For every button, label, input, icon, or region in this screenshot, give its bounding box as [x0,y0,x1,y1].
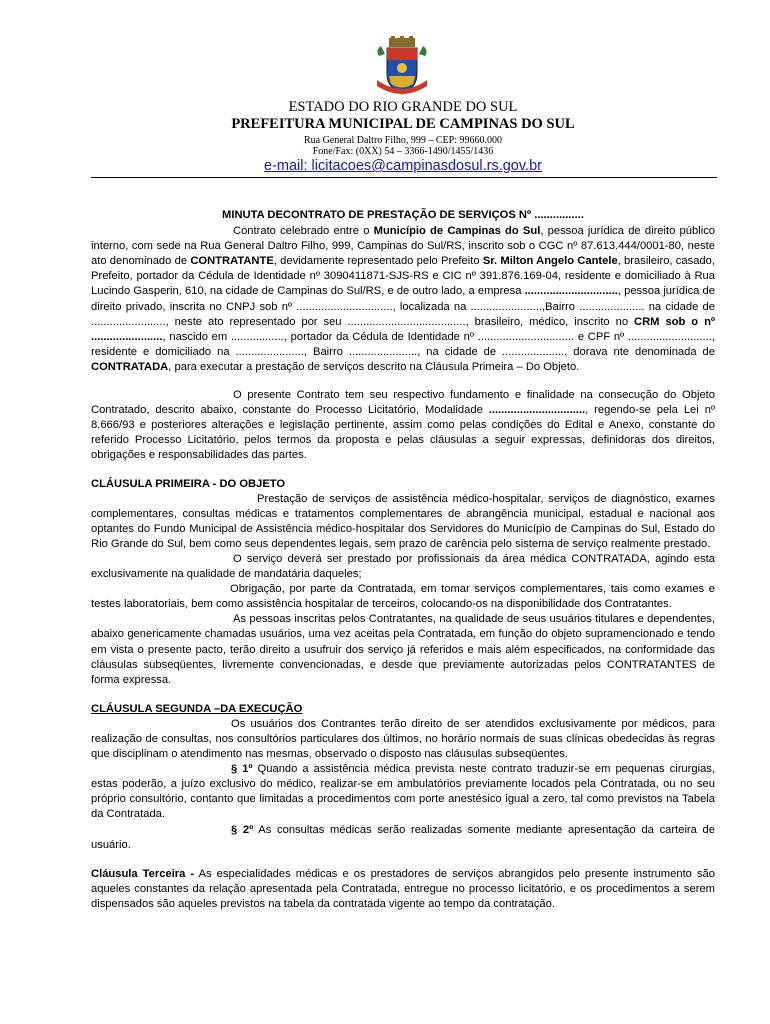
intro-bold: CRM sob o nº ....................... [91,315,715,343]
prefecture-name: PREFEITURA MUNICIPAL DE CAMPINAS DO SUL [231,116,575,132]
intro-text: , devidamente representado pelo Prefeito [273,255,483,268]
phone-line: Fone/Fax: (0XX) 54 – 3366-1490/1455/1436 [312,146,494,157]
coat-of-arms-icon [373,36,431,98]
clause1-paragraph: As pessoas inscritas pelos Contratantes, na qualidade de seus usuários titulares e dependentes, abaixo genericamente chamadas usuários, uma vez aceitas pela Contratada, em função do objeto supramencionado e tendo em vista o presente pacto, terão direito a usufruir dos serviço já referidos e mais além especificados, na conformidade das cláusulas subseqüentes, livremente convencionadas, e desde que previamente autorizadas pelos CONTRATANTES de forma expressa. [91,613,715,686]
state-name: ESTADO DO RIO GRANDE DO SUL [288,99,518,115]
contract-body [91,208,715,912]
contract-title: MINUTA DECONTRATO DE PRESTAÇÃO DE SERVIÇOS Nº ................ [222,209,584,221]
intro-text: , nascido em ................., portador da Cédula de Identidade nº ............................... e CPF nº ..........................., residente e domiciliado na ......................, Bairro ......................, na cidade de ...................., dorava nte denominada de [91,330,715,358]
clause2-heading-text: CLÁUSULA SEGUNDA –DA EXECUÇÃO [91,702,303,715]
email-link[interactable]: e-mail: licitacoes@campinasdosul.rs.gov.br [264,158,542,174]
clause2-heading [91,702,715,717]
intro-bold: CONTRATANTE [190,255,274,268]
intro-text: , pessoa jurídica de direito público interno, com sede na Rua General Daltro Filho, 999, Campinas do Sul/RS, inscrito sob o CGC nº 87.613.444/0001-80, neste ato denominado de [91,225,716,268]
clause1-paragraph: Prestação de serviços de assistência médico-hospitalar, serviços de diagnóstico, exames complementares, consultas médicas e tratamentos complementares de abrangência municipal, estadual e nacional aos optantes do Fundo Municipal de Assistência médico-hospitalar dos Servidores do Município de Campinas do Sul, Estado do Rio Grande do Sul, bem como seus dependentes legais, sem prazo de carência pelo sistema de serviço realmente prestado. [91,492,715,550]
intro-text: Contrato celebrado entre o [233,225,374,238]
clause3-heading: Cláusula Terceira - [91,867,195,880]
clause2-section-2 [91,823,715,853]
basis-paragraph [91,388,715,463]
basis-text: O presente Contrato tem seu respectivo fundamento e finalidade na consecução do Objeto Contratado, descrito abaixo, constante do Processo Licitatório, Modalidade [91,389,715,417]
clause2-section-1 [91,762,715,822]
section-symbol: § 2º [231,823,254,836]
section-text: Quando a assistência médica prevista neste contrato traduzir-se em pequenas cirurgias, estas poderão, a juízo exclusivo do médico, realizar-se em ambulatórios previamente locados pela Contratada, ou no seu próprio consultório, contanto que limitadas a procedimentos com porte anestésico igual a zero, tal como previstos na Tabela da Contratada. [91,763,715,821]
address-line: Rua General Daltro Filho, 999 – CEP: 99660.000 [303,135,503,146]
intro-bold: Município de Campinas do Sul [373,225,541,238]
clause3-text: As especialidades médicas e os prestadores de serviços abrangidos pelo presente instrumento são aqueles constantes da relação apresentada pela Contratada, entregue no processo licitatório, e os procedimentos a serem dispensados são aqueles previstos na tabela da contratada vigente ao tempo da contratação. [91,867,715,910]
section-symbol: § 1º [231,763,253,776]
clause1-heading: CLÁUSULA PRIMEIRA - DO OBJETO [91,477,286,490]
basis-bold: ............................... [488,404,586,417]
clause1-paragraph: Obrigação, por parte da Contratada, em tomar serviços complementares, tais como exames e testes laboratoriais, bem como assistência hospitalar de terceiros, colocando-os na disponibilidade dos Contratantes. [91,583,715,611]
intro-paragraph [91,224,715,375]
clause2-paragraph: Os usuários dos Contrantes terão direito de ser atendidos exclusivamente por médicos, para realização de consultas, nos consultórios particulares dos últimos, no horário normais de suas clínicas obedecidas às regras que disciplinam o atendimento nas mesmas, observado o disposto nas cláusulas subseqüentes. [91,717,715,761]
intro-bold: Sr. Milton Angelo Cantele [482,255,618,268]
basis-text: , regendo-se pela Lei nº 8.666/93 e posteriores alterações e legislação pertinente, assim como pelas condições do Edital e Anexo, constante do referido Processo Licitatório, pelos termos da proposta e pelas cláusulas a seguir expressas, definidoras dos direitos, obrigações e responsabilidades das partes. [91,404,716,462]
clause3-paragraph [91,867,715,912]
section-text: As consultas médicas serão realizadas somente mediante apresentação da carteira de usuário. [91,823,715,851]
intro-bold: CONTRATADA [91,360,169,373]
intro-bold: .............................. [524,285,618,298]
intro-text: , para executar a prestação de serviços descrito na Cláusula Primeira – Do Objeto. [168,360,580,373]
clause1-paragraph: O serviço deverá ser prestado por profissionais da área médica CONTRATADA, agindo esta exclusivamente na qualidade de mandatária daqueles; [91,552,715,581]
intro-text: , brasileiro, casado, Prefeito, portador da Cédula de Identidade nº 3090411871-SJS-RS e CIC nº 391.876.169-04, residente e domiciliado à Rua Lucindo Gasperin, 610, na cidade de Campinas do Sul/RS, e de outro lado, a empresa [91,255,715,298]
header-divider [91,177,717,178]
intro-text: , pessoa jurídica de direito privado, inscrita no CNPJ sob nº ..............................., localizada na .......................,Bairro ..................... na cidade de ........................, neste ato representado por seu ......................................, brasileiro, médico, inscrito no [91,285,715,328]
